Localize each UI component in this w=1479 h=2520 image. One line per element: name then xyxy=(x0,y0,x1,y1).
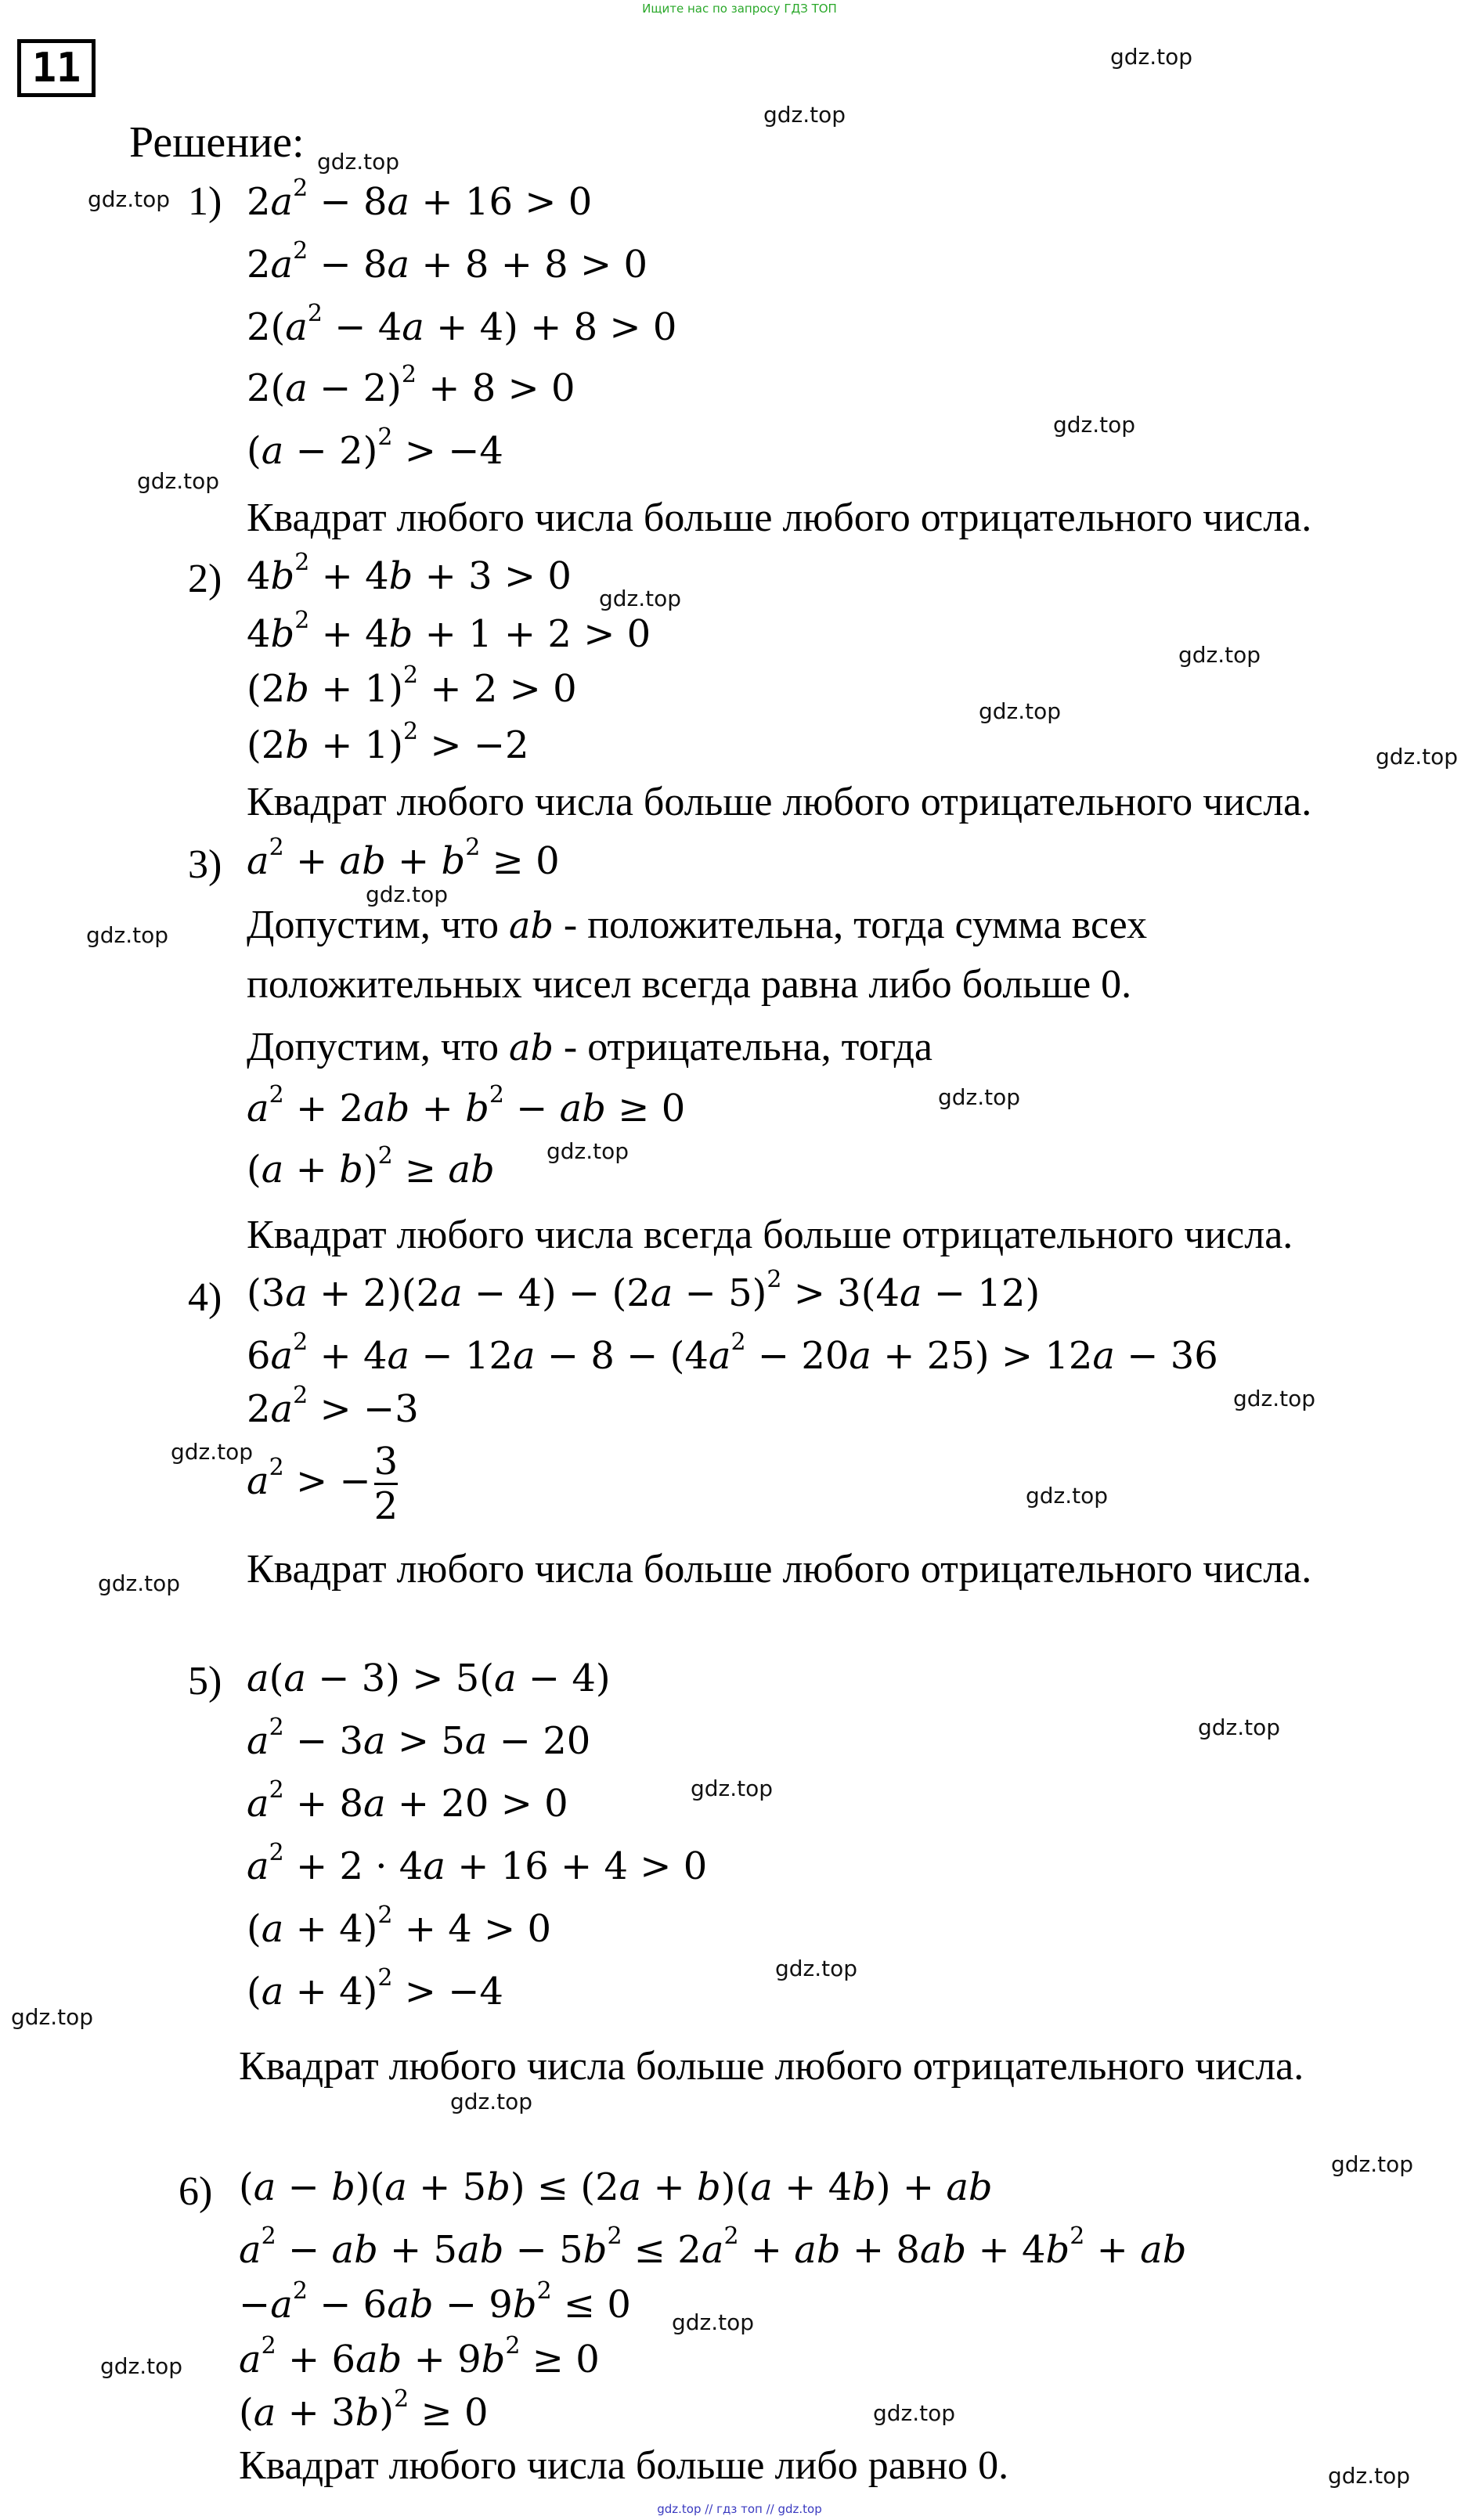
watermark: gdz.top xyxy=(317,149,400,175)
watermark: gdz.top xyxy=(1178,642,1261,668)
watermark: gdz.top xyxy=(1328,2463,1411,2489)
bottom-banner: gdz.top // гдз топ // gdz.top xyxy=(657,2502,822,2516)
part-2-line-3: $(2b + 1)^2 + 2 > 0$ xyxy=(247,662,577,711)
part-3-conclusion: Квадрат любого числа всегда больше отрицательного числа. xyxy=(247,1213,1293,1257)
watermark: gdz.top xyxy=(1026,1483,1109,1509)
watermark: gdz.top xyxy=(775,1956,858,1981)
part-5-conclusion: Квадрат любого числа больше любого отрицательного числа. xyxy=(239,2044,1304,2089)
watermark: gdz.top xyxy=(547,1138,629,1164)
part-2-line-1: $4b^2 + 4b + 3 > 0$ xyxy=(247,549,572,598)
watermark: gdz.top xyxy=(86,922,169,948)
task-number: 11 xyxy=(17,39,96,97)
part-5-line-6: $(a + 4)^2 > -4$ xyxy=(247,1964,503,2013)
part-2-line-2: $4b^2 + 4b + 1 + 2 > 0$ xyxy=(247,607,651,656)
top-banner: Ищите нас по запросу ГДЗ ТОП xyxy=(642,2,837,16)
watermark: gdz.top xyxy=(599,586,682,611)
part-5-number: 5) xyxy=(188,1659,222,1703)
part-1-line-1: $2a^2 - 8a + 16 > 0$ xyxy=(247,175,593,224)
part-1-line-3: $2(a^2 - 4a + 4) + 8 > 0$ xyxy=(247,300,677,349)
watermark: gdz.top xyxy=(1053,412,1136,438)
part-6-line-1: (a − b)(a + 5b) ≤ (2a + b)(a + 4b) + ab xyxy=(239,2165,993,2209)
part-1-line-5: $(a - 2)^2 > -4$ xyxy=(247,424,503,473)
watermark: gdz.top xyxy=(1331,2151,1414,2177)
part-5-line-5: $(a + 4)^2 + 4 > 0$ xyxy=(247,1902,551,1951)
part-5-line-4: $a^2 + 2 \cdot 4a + 16 + 4 > 0$ xyxy=(247,1839,708,1888)
watermark: gdz.top xyxy=(1110,44,1193,70)
part-2-line-4: $(2b + 1)^2 > -2$ xyxy=(247,718,529,767)
part-4-number: 4) xyxy=(188,1275,222,1320)
part-6-line-3: $-a^2 - 6ab - 9b^2 \le 0$ xyxy=(239,2277,631,2327)
watermark: gdz.top xyxy=(938,1084,1021,1110)
part-6-line-4: $a^2 + 6ab + 9b^2 \ge 0$ xyxy=(239,2332,600,2381)
watermark: gdz.top xyxy=(763,102,846,128)
part-4-line-1: $(3a + 2)(2a - 4) - (2a - 5)^2 > 3(4a - 12)$ xyxy=(247,1266,1041,1315)
part-3-line-1: $a^2$ + ab + $b^2 \ge 0$ xyxy=(247,834,560,883)
watermark: gdz.top xyxy=(11,2004,94,2030)
part-6-conclusion: Квадрат любого числа больше либо равно 0. xyxy=(239,2443,1009,2488)
part-5-line-2: $a^2 - 3a > 5a - 20$ xyxy=(247,1714,591,1763)
part-2-number: 2) xyxy=(188,557,222,601)
fraction-3-2: $\frac{3}{2}$ xyxy=(373,1440,399,1528)
watermark: gdz.top xyxy=(979,698,1062,724)
part-5-line-3: $a^2 + 8a + 20 > 0$ xyxy=(247,1776,568,1826)
watermark: gdz.top xyxy=(1233,1386,1316,1411)
part-3-number: 3) xyxy=(188,842,222,887)
part-1-conclusion: Квадрат любого числа больше любого отрицательного числа. xyxy=(247,496,1312,540)
part-3-line-2: $a^2 + 2ab + b^2$ − ab ≥ 0 xyxy=(247,1081,686,1130)
watermark: gdz.top xyxy=(450,2089,533,2114)
part-4-line-2: $6a^2 + 4a - 12a - 8 - (4a^2 - 20a + 25) > 12a - 36$ xyxy=(247,1328,1218,1378)
watermark: gdz.top xyxy=(1198,1714,1281,1740)
part-6-line-5: $(a + 3b)^2 \ge 0$ xyxy=(239,2385,489,2435)
solution-heading: Решение: xyxy=(129,118,305,167)
watermark: gdz.top xyxy=(691,1776,774,1801)
part-4-line-3: $2a^2 > -3$ xyxy=(247,1382,419,1431)
watermark: gdz.top xyxy=(137,468,220,494)
part-2-conclusion: Квадрат любого числа больше любого отрицательного числа. xyxy=(247,780,1312,824)
watermark: gdz.top xyxy=(100,2353,183,2379)
watermark: gdz.top xyxy=(366,881,449,907)
watermark: gdz.top xyxy=(873,2400,956,2426)
watermark: gdz.top xyxy=(88,186,171,212)
part-4-conclusion: Квадрат любого числа больше любого отрицательного числа. xyxy=(247,1547,1312,1592)
part-5-line-1: a(a − 3) > 5(a − 4) xyxy=(247,1657,611,1700)
part-3-line-3: $(a + b)^2$ ≥ ab xyxy=(247,1142,495,1192)
part-1-number: 1) xyxy=(188,179,222,224)
part-3-text-1: Допустим, что ab - положительна, тогда сумма всех xyxy=(247,903,1148,947)
part-3-text-2: положительных чисел всегда равна либо больше 0. xyxy=(247,962,1132,1007)
watermark: gdz.top xyxy=(171,1439,254,1465)
watermark: gdz.top xyxy=(672,2309,755,2335)
part-6-number: 6) xyxy=(179,2169,213,2214)
part-1-line-2: $2a^2 - 8a + 8 + 8 > 0$ xyxy=(247,237,648,287)
part-4-line-4: $a^2$ > − $\frac{3}{2}$ xyxy=(247,1440,399,1528)
watermark: gdz.top xyxy=(1376,744,1459,770)
watermark: gdz.top xyxy=(98,1570,181,1596)
part-1-line-4: $2(a - 2)^2 + 8 > 0$ xyxy=(247,361,575,410)
part-3-text-3: Допустим, что ab - отрицательна, тогда xyxy=(247,1025,932,1069)
part-6-line-2: $a^2$ − ab + $5ab - 5b^2 \le 2a^2$ + ab + $8ab + 4b^2$ + ab xyxy=(239,2223,1187,2272)
